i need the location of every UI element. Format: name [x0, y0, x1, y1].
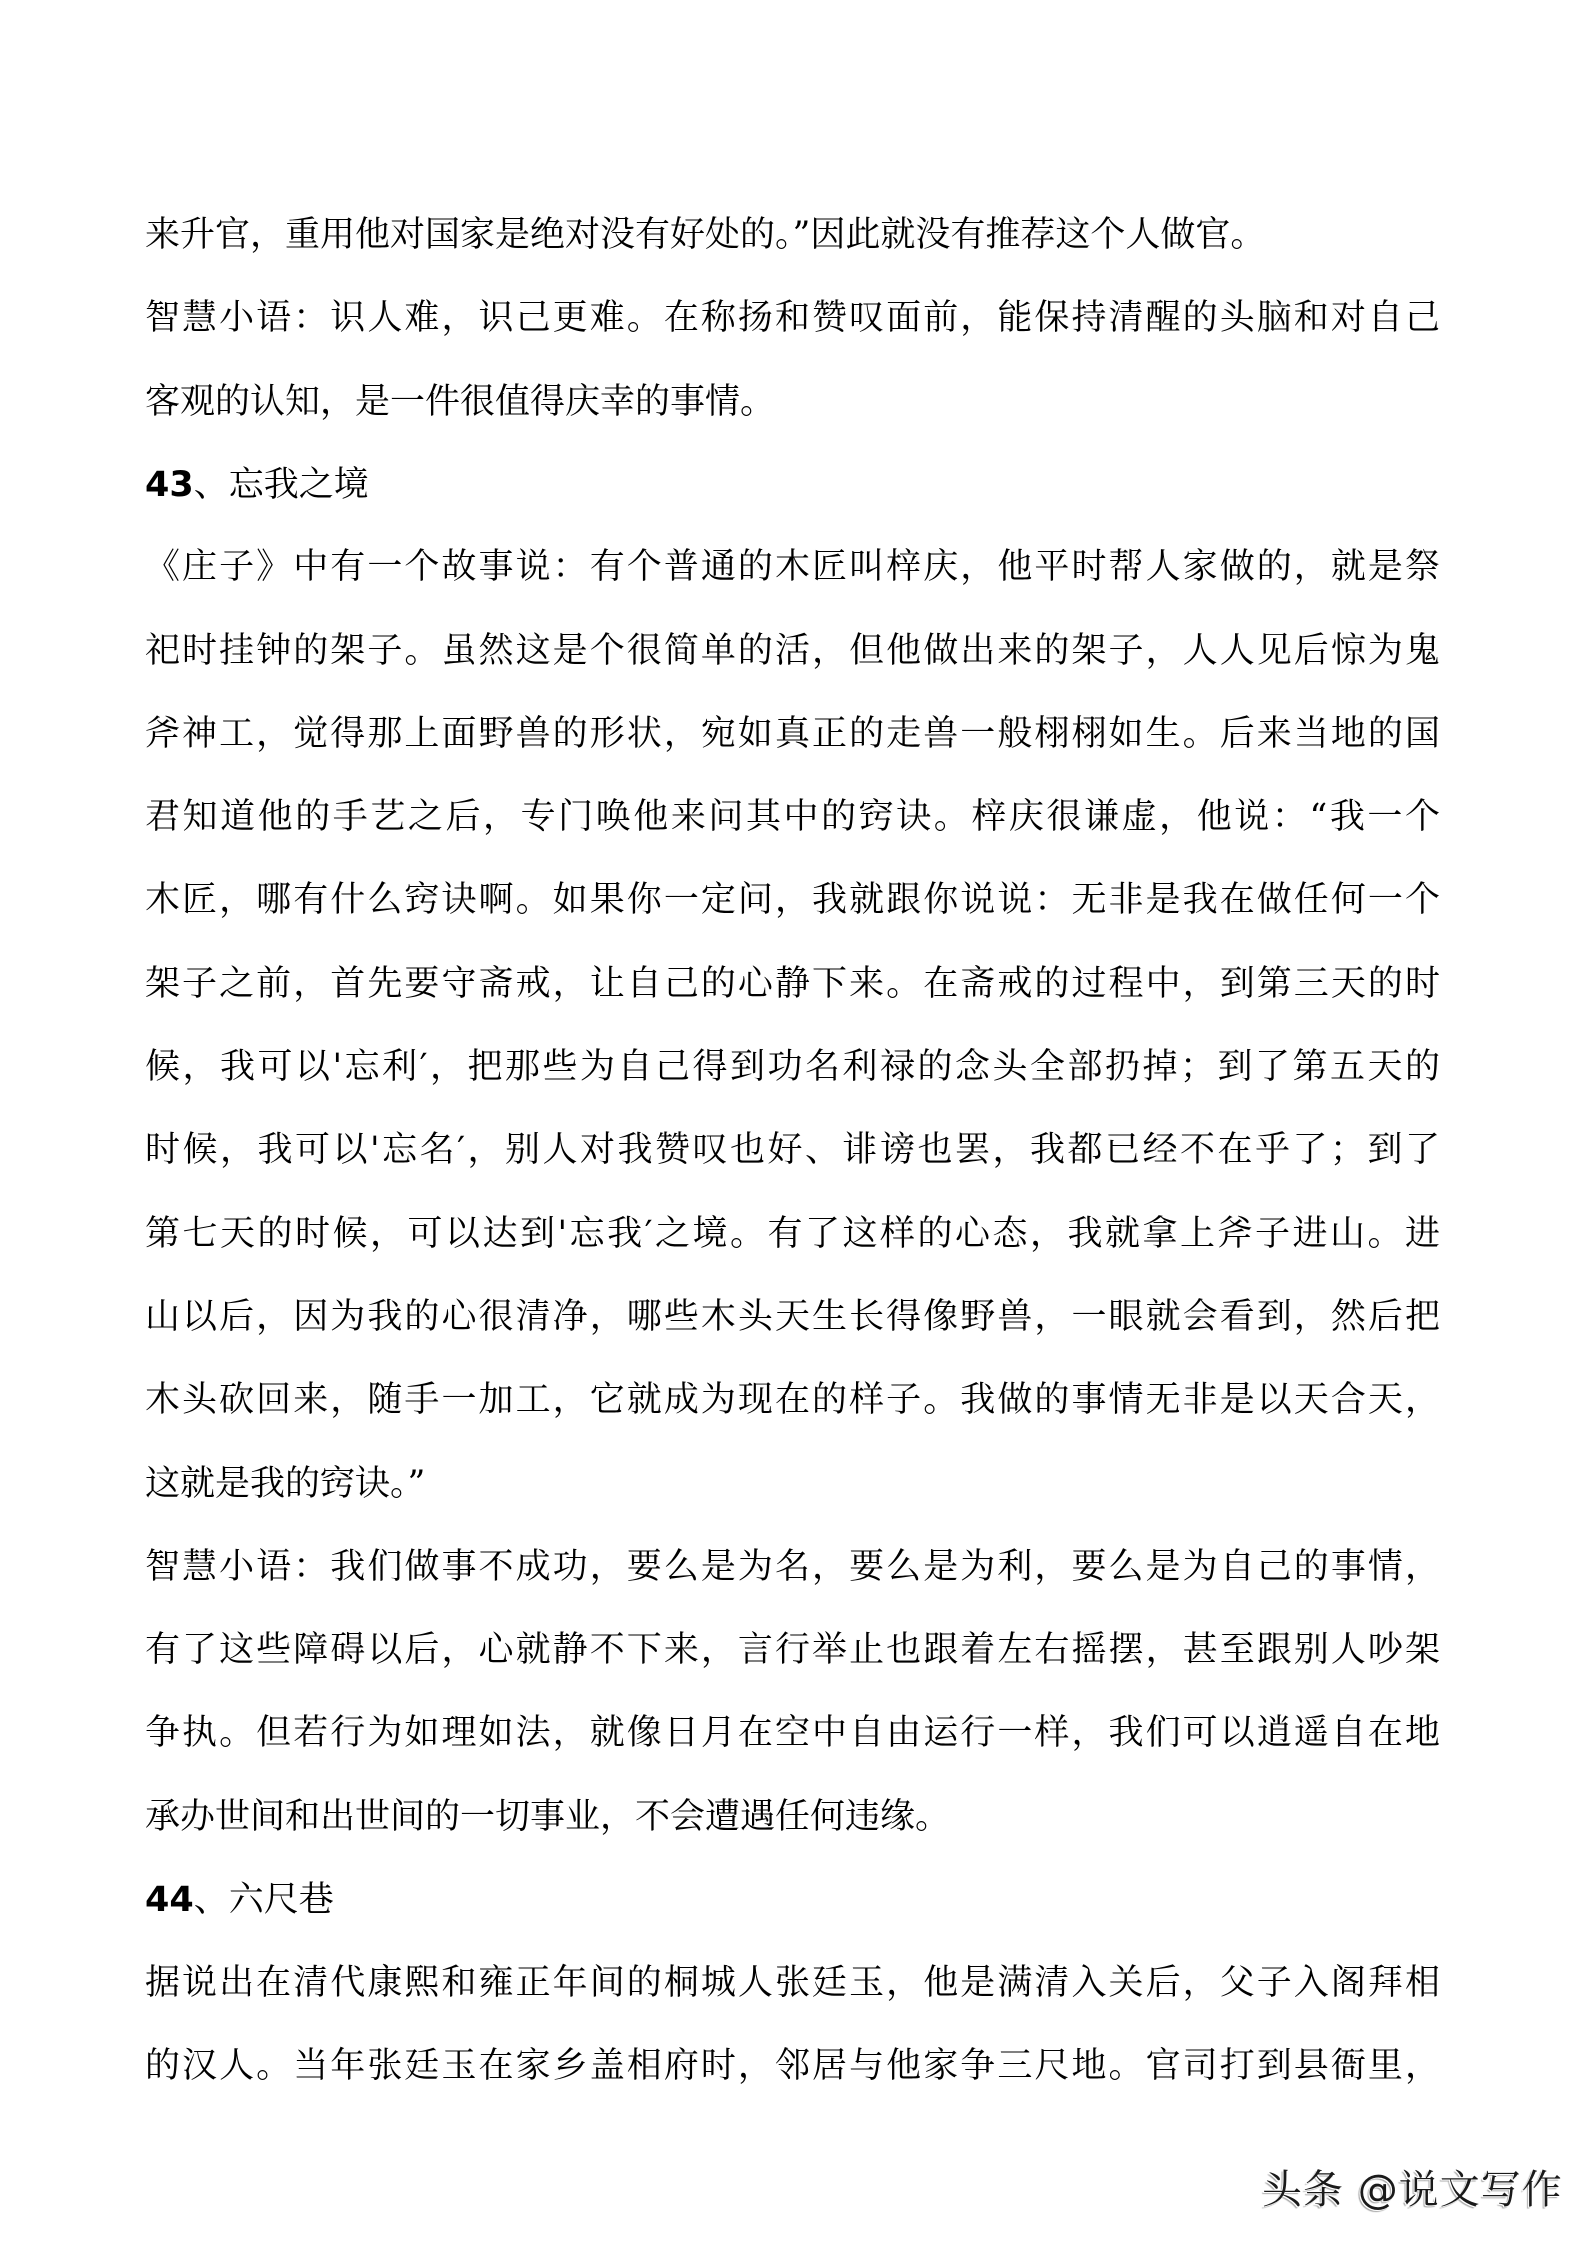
section-number: 43	[145, 465, 194, 505]
wisdom-note-line: 客观的认知，是一件很值得庆幸的事情。	[145, 382, 776, 422]
story-line: 山以后，因为我的心很清净，哪些木头天生长得像野兽，一眼就会看到，然后把	[145, 1297, 1440, 1337]
story-line: 据说出在清代康熙和雍正年间的桐城人张廷玉，他是满清入关后，父子入阁拜相	[145, 1963, 1440, 2003]
story-line: 《庄子》中有一个故事说：有个普通的木匠叫梓庆，他平时帮人家做的，就是祭	[145, 547, 1440, 587]
story-line: 架子之前，首先要守斋戒，让自己的心静下来。在斋戒的过程中，到第三天的时	[145, 964, 1440, 1004]
story-line: 时候，我可以'忘名′，别人对我赞叹也好、诽谤也罢，我都已经不在乎了；到了	[145, 1130, 1440, 1170]
section-number: 44	[145, 1880, 194, 1920]
story-line: 候，我可以'忘利′，把那些为自己得到功名利禄的念头全部扔掉；到了第五天的	[145, 1047, 1440, 1087]
wisdom-note-line: 争执。但若行为如理如法，就像日月在空中自由运行一样，我们可以逍遥自在地	[145, 1713, 1440, 1753]
section-heading-44	[145, 1878, 1440, 1922]
story-line: 第七天的时候，可以达到'忘我′之境。有了这样的心态，我就拿上斧子进山。进	[145, 1214, 1440, 1254]
wisdom-note-line: 承办世间和出世间的一切事业，不会遭遇任何违缘。	[145, 1797, 951, 1837]
section-heading-43	[145, 463, 1440, 507]
story-line: 祀时挂钟的架子。虽然这是个很简单的活，但他做出来的架子，人人见后惊为鬼	[145, 631, 1440, 671]
story-line: 君知道他的手艺之后，专门唤他来问其中的窍诀。梓庆很谦虚，他说：“我一个	[145, 797, 1440, 837]
section-title: 、六尺巷	[193, 1880, 334, 1920]
story-line: 这就是我的窍诀。”	[145, 1464, 426, 1504]
text-line-continuation: 来升官，重用他对国家是绝对没有好处的。”因此就没有推荐这个人做官。	[145, 215, 1266, 255]
wisdom-note-line: 智慧小语：我们做事不成功，要么是为名，要么是为利，要么是为自己的事情，	[145, 1547, 1440, 1587]
story-line: 的汉人。当年张廷玉在家乡盖相府时，邻居与他家争三尺地。官司打到县衙里，	[145, 2046, 1440, 2086]
source-watermark: 头条 @说文写作	[1262, 2167, 1563, 2213]
section-title: 、忘我之境	[193, 465, 369, 505]
story-line: 斧神工，觉得那上面野兽的形状，宛如真正的走兽一般栩栩如生。后来当地的国	[145, 714, 1440, 754]
story-line: 木匠，哪有什么窍诀啊。如果你一定问，我就跟你说说：无非是我在做任何一个	[145, 880, 1440, 920]
story-line: 木头砍回来，随手一加工，它就成为现在的样子。我做的事情无非是以天合天，	[145, 1380, 1440, 1420]
wisdom-note-line: 有了这些障碍以后，心就静不下来，言行举止也跟着左右摇摆，甚至跟别人吵架	[145, 1630, 1440, 1670]
wisdom-note-line: 智慧小语：识人难，识己更难。在称扬和赞叹面前，能保持清醒的头脑和对自己	[145, 298, 1440, 338]
